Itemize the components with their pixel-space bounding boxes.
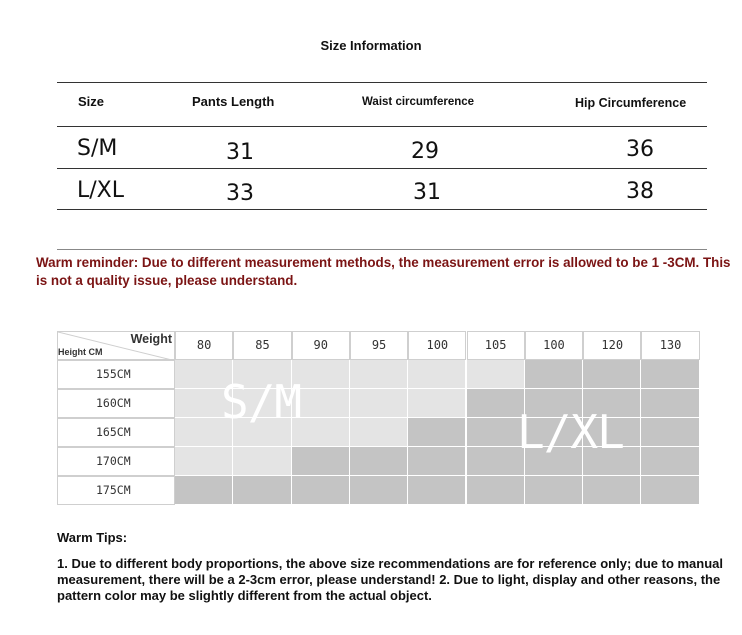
fit-cell — [641, 360, 699, 389]
fit-cell — [233, 476, 291, 505]
row-lxl-size: L/XL — [77, 178, 124, 203]
fit-cell — [350, 389, 408, 418]
height-label-3: 170CM — [57, 447, 175, 476]
header-size: Size — [78, 94, 105, 109]
row-lxl-waist: 31 — [413, 180, 441, 205]
fit-cell — [467, 360, 525, 389]
reminder-rule — [57, 249, 707, 250]
fit-cell — [641, 476, 699, 505]
row-sm-hip: 36 — [626, 137, 654, 162]
weight-label: Weight — [130, 332, 172, 346]
header-hip: Hip Circumference — [575, 96, 687, 110]
table-header-rule — [57, 126, 707, 127]
table-row-rule — [57, 168, 707, 169]
fit-cell — [525, 476, 583, 505]
fit-cell — [350, 418, 408, 447]
fit-cell — [350, 476, 408, 505]
fit-cell — [583, 476, 641, 505]
fit-cell — [233, 447, 291, 476]
weight-header-3: 95 — [350, 331, 408, 360]
fit-cell — [350, 360, 408, 389]
fit-cell — [408, 418, 466, 447]
fit-cell — [175, 476, 233, 505]
row-sm-waist: 29 — [411, 139, 439, 164]
row-sm-size: S/M — [77, 136, 118, 161]
fit-cell — [292, 476, 350, 505]
fit-cell — [292, 447, 350, 476]
fit-cell — [467, 476, 525, 505]
sm-zone-label: S/M — [221, 375, 302, 429]
row-sm-pants-length: 31 — [226, 140, 254, 165]
row-lxl-pants-length: 33 — [226, 181, 254, 206]
fit-cell — [350, 447, 408, 476]
header-waist: Waist circumference — [362, 96, 475, 108]
height-label-0: 155CM — [57, 360, 175, 389]
weight-header-8: 130 — [641, 331, 699, 360]
size-fit-chart — [57, 331, 700, 505]
table-bottom-rule — [57, 209, 707, 210]
height-label-4: 175CM — [57, 476, 175, 505]
fit-cell — [583, 360, 641, 389]
corner-header — [57, 331, 175, 360]
row-lxl-hip: 38 — [626, 179, 654, 204]
table-top-rule — [57, 82, 707, 83]
weight-header-2: 90 — [292, 331, 350, 360]
fit-cell — [641, 389, 699, 418]
height-label-1: 160CM — [57, 389, 175, 418]
warm-reminder: Warm reminder: Due to different measurement methods, the measurement error is allowed to be 1 -3CM. This is not a quality issue, please understand. — [36, 255, 731, 288]
fit-cell — [408, 447, 466, 476]
page-title: Size Information — [320, 38, 422, 53]
fit-cell — [408, 389, 466, 418]
tips-heading: Warm Tips: — [57, 530, 128, 545]
weight-header-6: 100 — [525, 331, 583, 360]
fit-cell — [408, 476, 466, 505]
weight-header-1: 85 — [233, 331, 291, 360]
height-label: Height CM — [58, 347, 103, 357]
tips-text: 1. Due to different body proportions, the above size recommendations are for reference only; due to manual measurement, there will be a 2-3cm error, please understand! 2. Due to light, display and other reasons, the pattern color may be slightly different from the actual object. — [57, 556, 724, 603]
weight-header-4: 100 — [408, 331, 466, 360]
header-pants-length: Pants Length — [192, 94, 275, 109]
weight-header-7: 120 — [583, 331, 641, 360]
fit-cell — [525, 360, 583, 389]
weight-header-0: 80 — [175, 331, 233, 360]
fit-cell — [175, 447, 233, 476]
height-label-2: 165CM — [57, 418, 175, 447]
weight-header-5: 105 — [467, 331, 525, 360]
fit-cell — [408, 360, 466, 389]
lxl-zone-label: L/XL — [517, 405, 624, 459]
fit-cell — [641, 418, 699, 447]
fit-cell — [641, 447, 699, 476]
